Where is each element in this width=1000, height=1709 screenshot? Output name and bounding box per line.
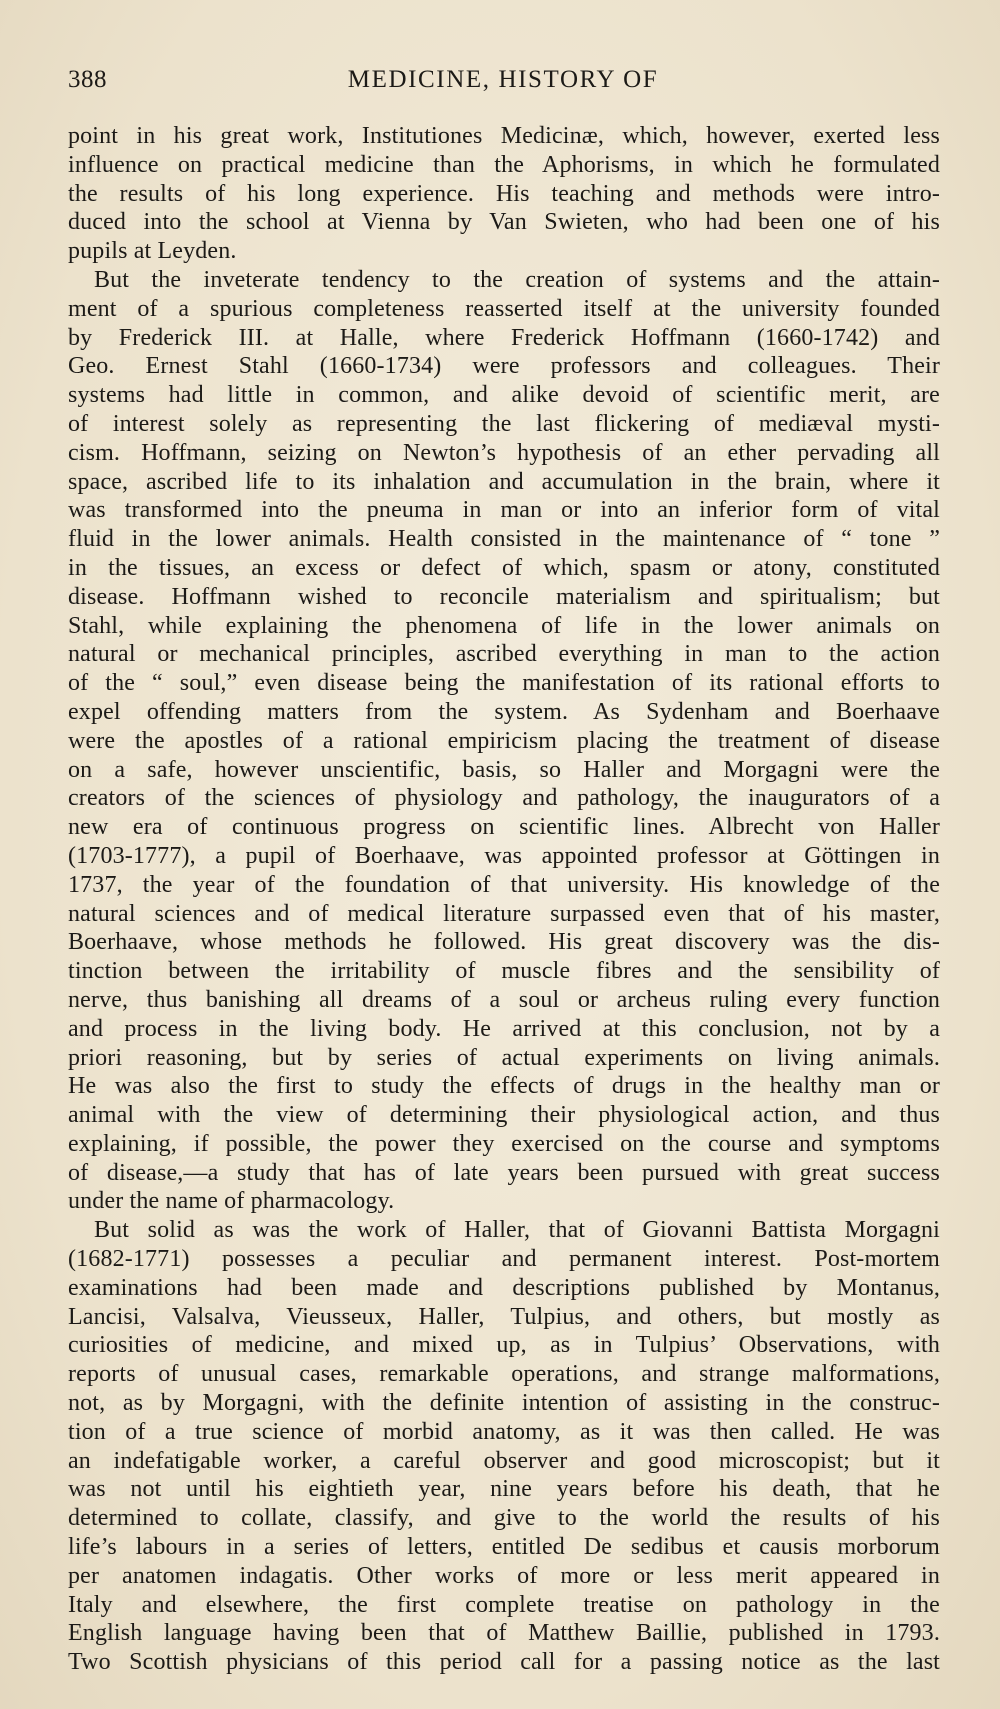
text-line: was not until his eightieth year, nine years before his death, that he [68,1476,940,1503]
page-header [68,66,938,100]
text-line: under the name of pharmacology. [68,1188,395,1215]
text-line: He was also the first to study the effects of drugs in the healthy man or [68,1073,940,1100]
body-text [68,122,940,1677]
text-line: Boerhaave, whose methods he followed. His great discovery was the dis- [68,929,940,956]
text-line: duced into the school at Vienna by Van Swieten, who had been one of his [68,209,940,236]
text-line: on a safe, however unscientific, basis, so Haller and Morgagni were the [68,756,940,783]
text-line: Italy and elsewhere, the first complete treatise on pathology in the [68,1591,940,1618]
text-line: expel offending matters from the system. As Sydenham and Boerhaave [68,698,940,725]
text-line: Two Scottish physicians of this period call for a passing notice as the last [68,1649,940,1676]
text-line: systems had little in common, and alike devoid of scientific merit, are [68,382,940,409]
text-line: disease. Hoffmann wished to reconcile materialism and spiritualism; but [68,583,940,610]
text-line: not, as by Morgagni, with the definite intention of assisting in the construc- [68,1390,940,1417]
text-line: tinction between the irritability of muscle fibres and the sensibility of [68,958,940,985]
text-line: animal with the view of determining their physiological action, and thus [68,1102,940,1129]
running-head: MEDICINE, HISTORY OF [347,66,659,93]
text-line: space, ascribed life to its inhalation and accumulation in the brain, where it [68,468,940,495]
text-line: determined to collate, classify, and give to the world the results of his [68,1505,940,1532]
text-line: explaining, if possible, the power they exercised on the course and symptoms [68,1130,940,1157]
text-line: English language having been that of Matthew Baillie, published in 1793. [68,1620,940,1647]
text-line: But the inveterate tendency to the creation of systems and the attain- [94,266,940,293]
text-line: an indefatigable worker, a careful observer and good microscopist; but it [68,1447,940,1474]
text-line: was transformed into the pneuma in man or into an inferior form of vital [68,497,940,524]
text-line: of the “ soul,” even disease being the manifestation of its rational efforts to [68,670,940,697]
text-line: new era of continuous progress on scientific lines. Albrecht von Haller [68,814,940,841]
text-line: fluid in the lower animals. Health consisted in the maintenance of “ tone ” [68,526,940,553]
page-number: 388 [68,66,107,93]
text-line: 1737, the year of the foundation of that university. His knowledge of the [68,871,940,898]
text-line: creators of the sciences of physiology and pathology, the inaugurators of a [68,785,940,812]
text-line: of interest solely as representing the last flickering of mediæval mysti- [68,410,940,437]
text-line: tion of a true science of morbid anatomy, as it was then called. He was [68,1418,940,1445]
text-line: reports of unusual cases, remarkable operations, and strange malformations, [68,1361,940,1388]
text-line: were the apostles of a rational empiricism placing the treatment of disease [68,727,940,754]
text-line: natural or mechanical principles, ascribed everything in man to the action [68,641,940,668]
text-line: per anatomen indagatis. Other works of more or less merit appeared in [68,1562,940,1589]
text-line: nerve, thus banishing all dreams of a soul or archeus ruling every function [68,986,940,1013]
text-line: life’s labours in a series of letters, entitled De sedibus et causis morborum [68,1534,940,1561]
text-line: and process in the living body. He arrived at this conclusion, not by a [68,1015,940,1042]
text-line: ment of a spurious completeness reasserted itself at the university founded [68,295,940,322]
text-line: curiosities of medicine, and mixed up, as in Tulpius’ Observations, with [68,1332,940,1359]
text-line: Stahl, while explaining the phenomena of life in the lower animals on [68,612,940,639]
text-line: influence on practical medicine than the Aphorisms, in which he formulated [68,151,940,178]
text-line: (1682-1771) possesses a peculiar and permanent interest. Post-mortem [68,1246,940,1273]
text-line: natural sciences and of medical literature surpassed even that of his master, [68,900,940,927]
text-line: of disease,—a study that has of late years been pursued with great success [68,1159,940,1186]
text-line: by Frederick III. at Halle, where Frederick Hoffmann (1660-1742) and [68,324,940,351]
text-line: point in his great work, Institutiones Medicinæ, which, however, exerted less [68,123,940,149]
text-line: But solid as was the work of Haller, that of Giovanni Battista Morgagni [94,1217,940,1244]
text-line: (1703-1777), a pupil of Boerhaave, was appointed professor at Göttingen in [68,842,940,869]
text-line: pupils at Leyden. [68,238,237,265]
text-line: Lancisi, Valsalva, Vieusseux, Haller, Tulpius, and others, but mostly as [68,1303,940,1330]
text-line: the results of his long experience. His teaching and methods were intro- [68,180,940,207]
text-line: in the tissues, an excess or defect of which, spasm or atony, constituted [68,554,940,581]
text-line: Geo. Ernest Stahl (1660-1734) were professors and colleagues. Their [68,353,940,380]
text-line: examinations had been made and descriptions published by Montanus, [68,1274,940,1301]
text-line: cism. Hoffmann, seizing on Newton’s hypothesis of an ether pervading all [68,439,940,466]
text-line: priori reasoning, but by series of actual experiments on living animals. [68,1044,940,1071]
